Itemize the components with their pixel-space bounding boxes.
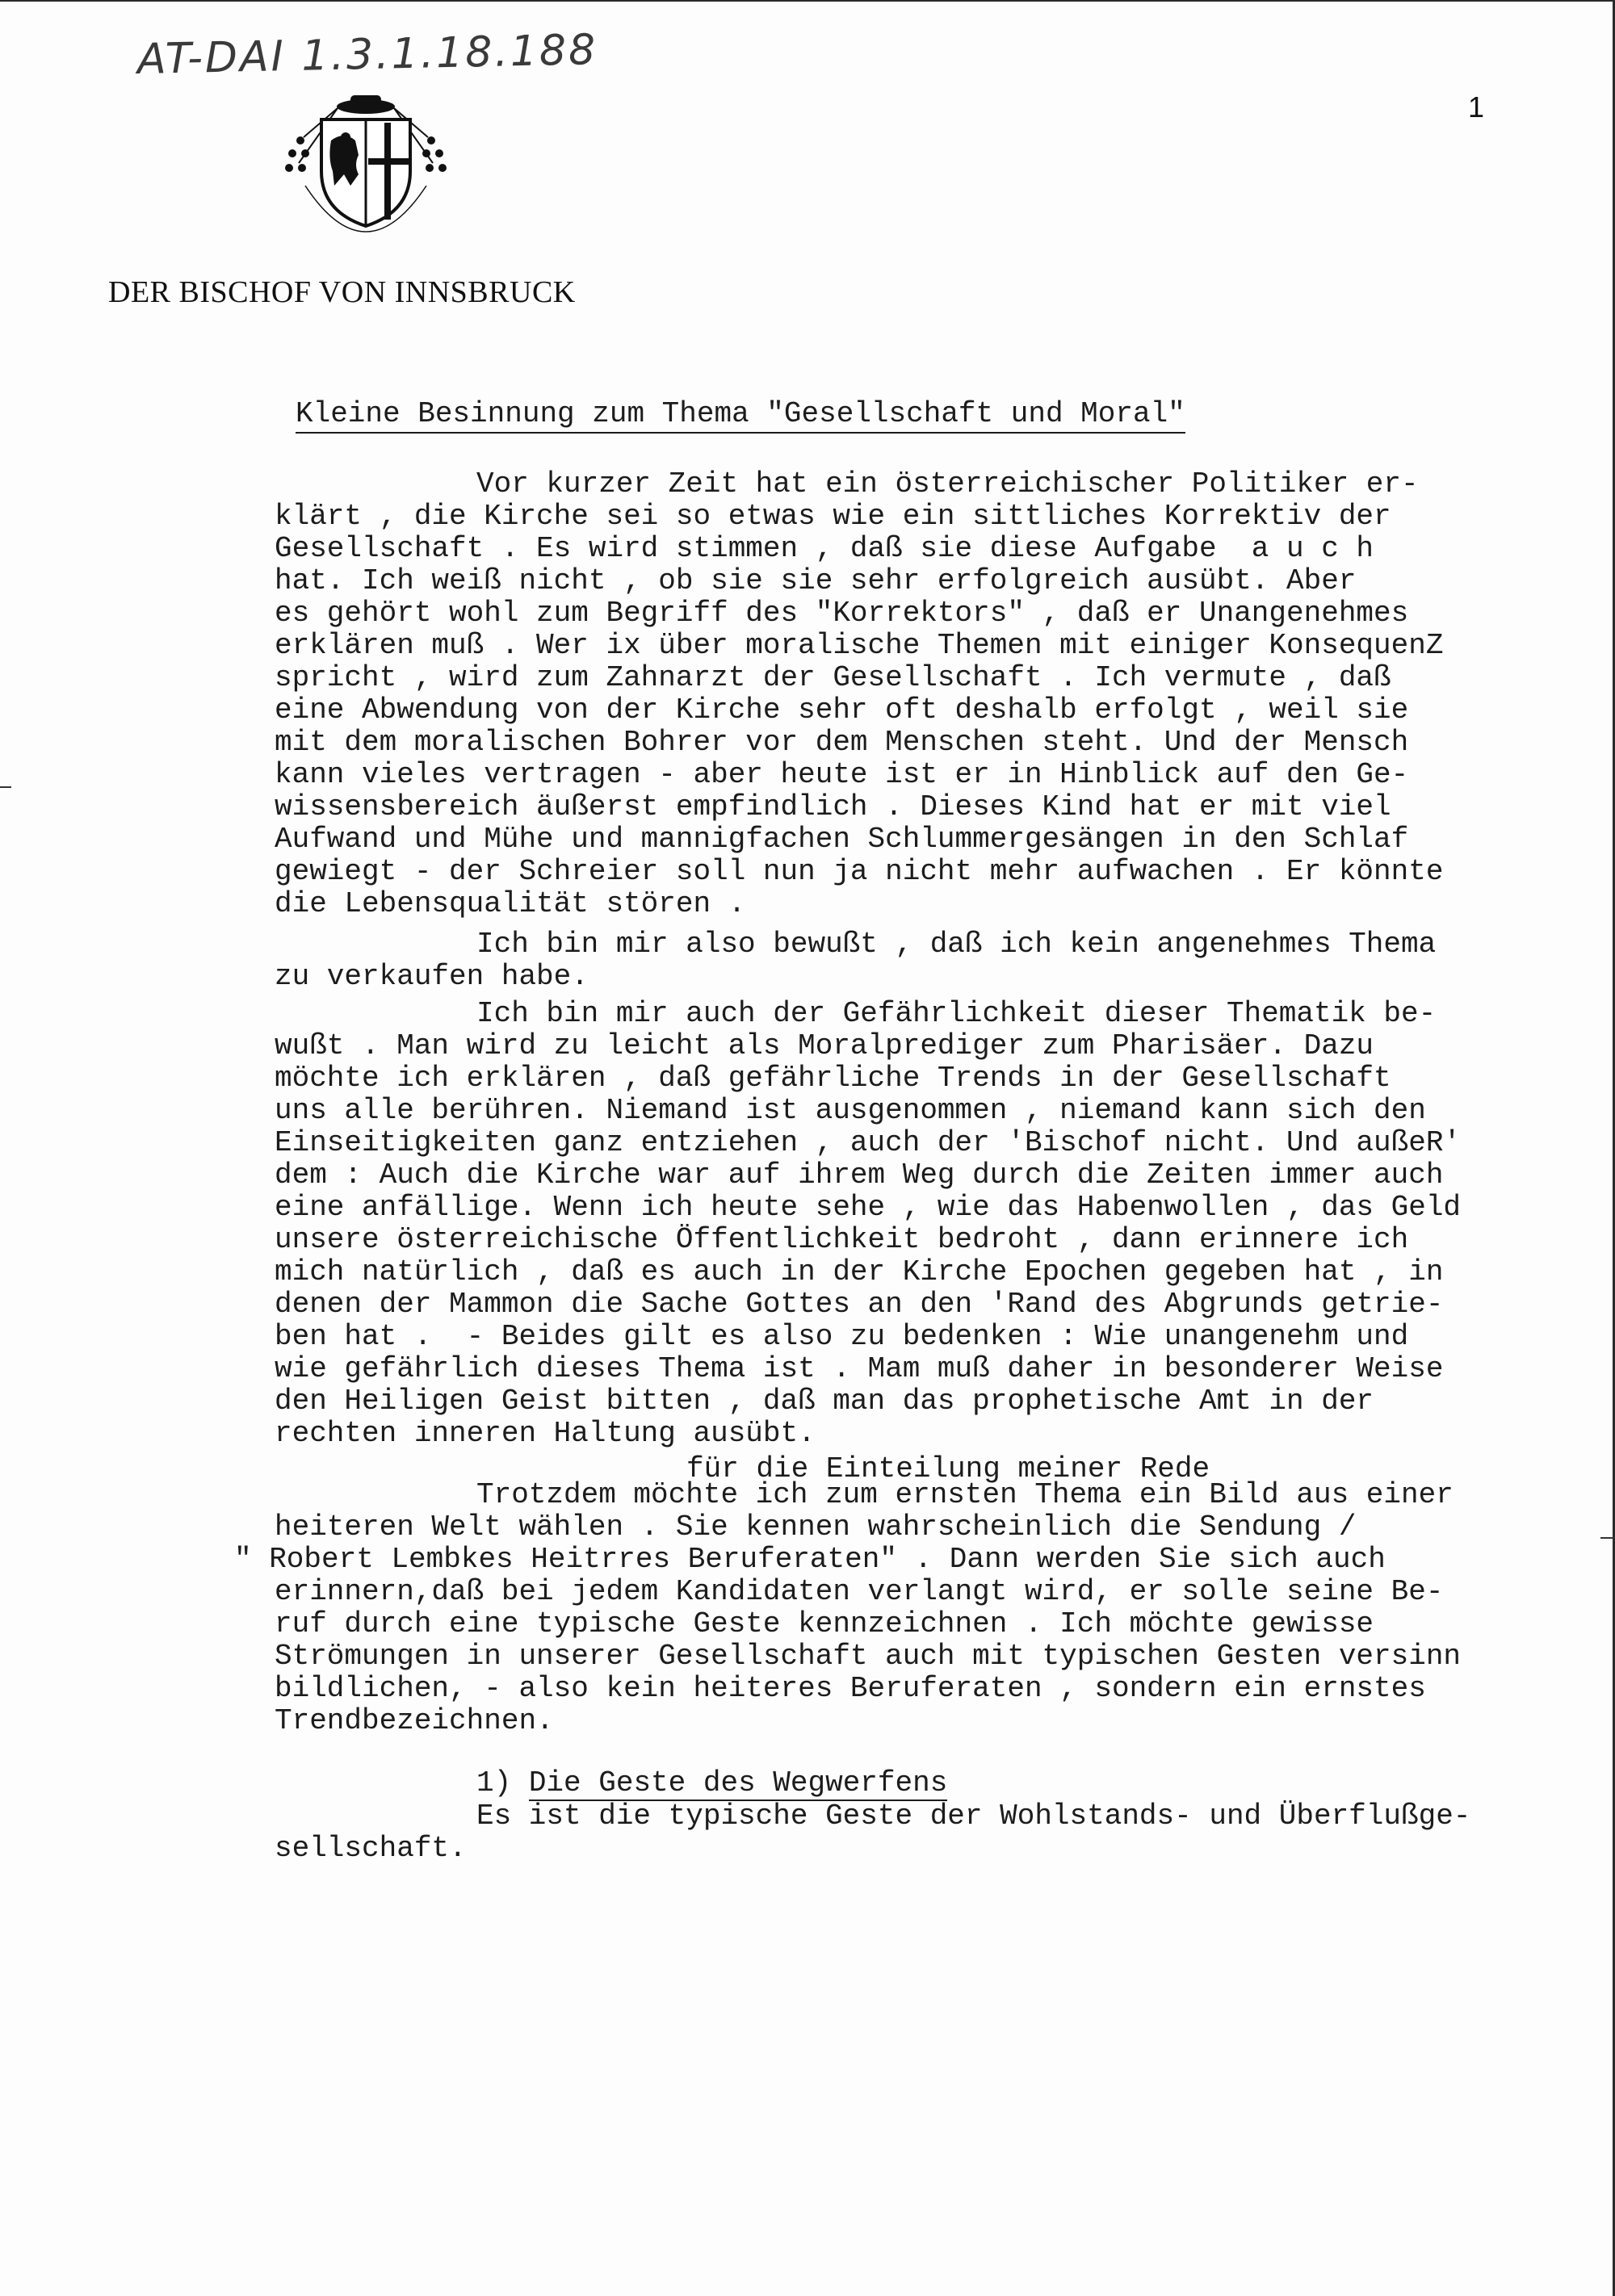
text-line: Aufwand und Mühe und mannigfachen Schlummergesängen in den Schlaf xyxy=(275,823,1409,856)
text-line: es gehört wohl zum Begriff des "Korrektors" , daß er Unangenehmes xyxy=(275,597,1409,630)
text-line: ruf durch eine typische Geste kennzeichnen . Ich möchte gewisse xyxy=(275,1607,1374,1640)
text-line: dem : Auch die Kirche war auf ihrem Weg durch die Zeiten immer auch xyxy=(275,1158,1444,1192)
text-line: Ich bin mir also bewußt , daß ich kein angenehmes Thema xyxy=(476,928,1437,961)
scan-edge-top xyxy=(0,0,1615,2)
margin-fold-mark xyxy=(1600,1537,1615,1539)
text-line: Strömungen in unserer Gesellschaft auch mit typischen Gesten versinn xyxy=(275,1640,1462,1673)
text-line: erinnern,daß bei jedem Kandidaten verlangt wird, er solle seine Be- xyxy=(275,1575,1444,1608)
text-line: wissensbereich äußerst empfindlich . Dieses Kind hat er mit viel xyxy=(275,790,1391,823)
text-line: erklären muß . Wer ix über moralische Themen mit einiger KonsequenZ xyxy=(275,629,1444,662)
text-line: Trotzdem möchte ich zum ernsten Thema ein Bild aus einer xyxy=(476,1478,1454,1511)
margin-fold-mark xyxy=(0,786,11,788)
text-line: hat. Ich weiß nicht , ob sie sie sehr erfolgreich ausübt. Aber xyxy=(275,564,1357,597)
section-1-line: sellschaft. xyxy=(275,1832,467,1865)
text-line: gewiegt - der Schreier soll nun ja nicht mehr aufwachen . Er könnte xyxy=(275,855,1444,888)
text-line: zu verkaufen habe. xyxy=(275,960,589,993)
section-1-title: Die Geste des Wegwerfens xyxy=(528,1766,948,1800)
text-line: Einseitigkeiten ganz entziehen , auch der 'Bischof nicht. Und außeR' xyxy=(275,1126,1462,1159)
text-line: klärt , die Kirche sei so etwas wie ein sittliches Korrektiv der xyxy=(275,500,1391,533)
text-line: Trendbezeichnen. xyxy=(275,1704,554,1737)
document-title: Kleine Besinnung zum Thema "Gesellschaft und Moral" xyxy=(296,397,1185,434)
section-1-line: Es ist die typische Geste der Wohlstands- und Überflußge- xyxy=(476,1800,1471,1833)
text-line: wie gefährlich dieses Thema ist . Mam muß daher in besonderer Weise xyxy=(275,1352,1444,1385)
text-line: heiteren Welt wählen . Sie kennen wahrscheinlich die Sendung / xyxy=(275,1510,1357,1544)
letterhead: DER BISCHOF VON INNSBRUCK xyxy=(108,275,576,309)
archive-reference: AT-DAI 1.3.1.18.188 xyxy=(136,26,598,84)
text-line: denen der Mammon die Sache Gottes an den 'Rand des Abgrunds getrie- xyxy=(275,1288,1444,1321)
text-line: den Heiligen Geist bitten , daß man das prophetische Amt in der xyxy=(275,1385,1374,1418)
text-line: kann vieles vertragen - aber heute ist er in Hinblick auf den Ge- xyxy=(275,758,1409,791)
text-line: Ich bin mir auch der Gefährlichkeit dieser Thematik be- xyxy=(476,997,1437,1030)
text-line: rechten inneren Haltung ausübt. xyxy=(275,1417,816,1450)
page-number: 1 xyxy=(1468,90,1485,124)
text-line: eine Abwendung von der Kirche sehr oft deshalb erfolgt , weil sie xyxy=(275,693,1409,727)
text-line: " Robert Lembkes Heitrres Beruferaten" . Dann werden Sie sich auch xyxy=(234,1543,1386,1576)
text-line: mit dem moralischen Bohrer vor dem Menschen steht. Und der Mensch xyxy=(275,726,1409,759)
text-line: möchte ich erklären , daß gefährliche Trends in der Gesellschaft xyxy=(275,1062,1391,1095)
interlinear-insertion: für die Einteilung meiner Rede xyxy=(686,1452,1210,1485)
text-line: mich natürlich , daß es auch in der Kirche Epochen gegeben hat , in xyxy=(275,1255,1444,1288)
text-line: unsere österreichische Öffentlichkeit bedroht , dann erinnere ich xyxy=(275,1223,1409,1256)
text-line: uns alle berühren. Niemand ist ausgenommen , niemand kann sich den xyxy=(275,1094,1426,1127)
section-1-number: 1) xyxy=(476,1766,512,1800)
text-line: Vor kurzer Zeit hat ein österreichischer Politiker er- xyxy=(476,467,1419,501)
text-line: wußt . Man wird zu leicht als Moralprediger zum Pharisäer. Dazu xyxy=(275,1029,1374,1062)
text-line: ben hat . - Beides gilt es also zu bedenken : Wie unangenehm und xyxy=(275,1320,1409,1353)
text-line: spricht , wird zum Zahnarzt der Gesellschaft . Ich vermute , daß xyxy=(275,661,1391,694)
text-line: bildlichen, - also kein heiteres Beruferaten , sondern ein ernstes xyxy=(275,1672,1426,1705)
text-line: Gesellschaft . Es wird stimmen , daß sie diese Aufgabe a u c h xyxy=(275,532,1374,565)
text-line: eine anfällige. Wenn ich heute sehe , wie das Habenwollen , das Geld xyxy=(275,1191,1462,1224)
bishop-coat-of-arms-icon xyxy=(281,90,451,260)
text-line: die Lebensqualität stören . xyxy=(275,887,746,920)
section-1-heading xyxy=(476,1766,947,1800)
